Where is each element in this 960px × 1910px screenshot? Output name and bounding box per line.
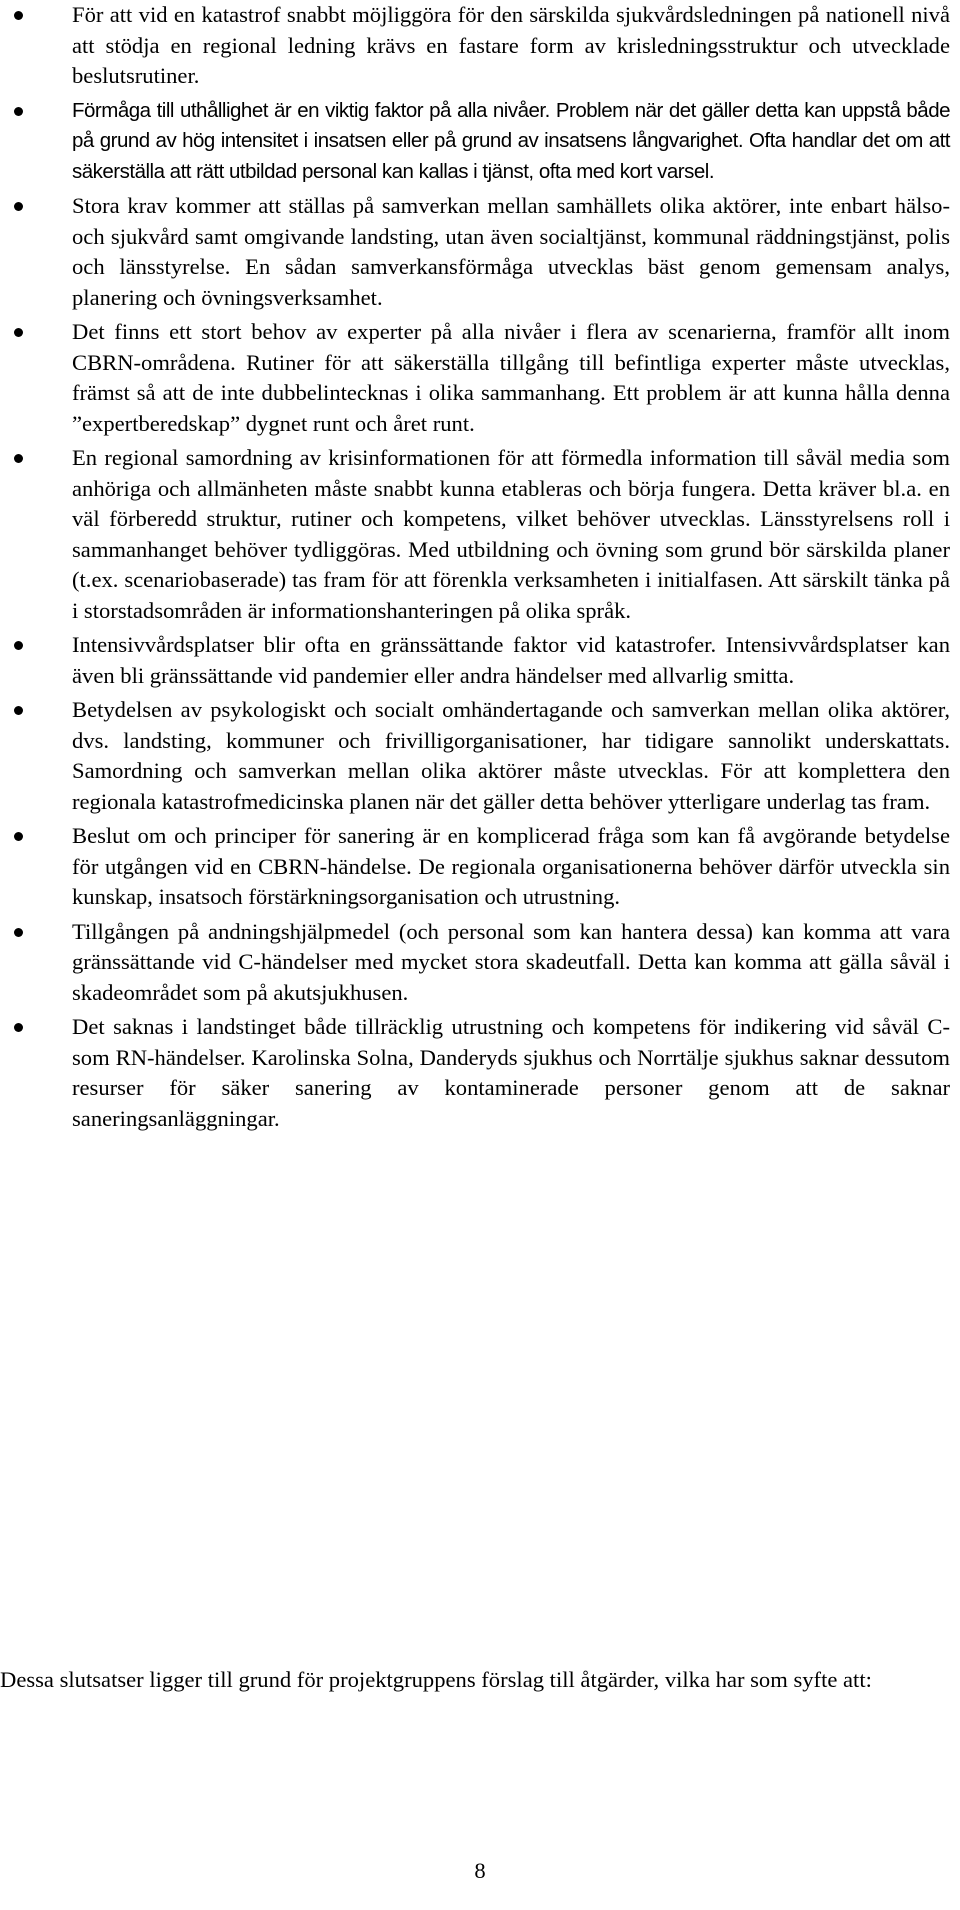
- conclusion-paragraph: Dessa slutsatser ligger till grund för projektgruppens förslag till åtgärder, vilka har som syfte att:: [0, 1667, 872, 1692]
- bullet-item-decontamination: [0, 821, 960, 913]
- bullet-item-experts: [0, 317, 960, 439]
- bullet-text: Det saknas i landstinget både tillräcklig utrustning och kompetens för indikering vid såväl C- som RN-händelser. Karolinska Solna, Danderyds sjukhus och Norrtälje sjukhus saknar dessutom resurser för säker sanering av kontaminerade personer genom att de saknar saneringsanläggningar.: [72, 1014, 950, 1131]
- bullet-item-cooperation: [0, 191, 960, 313]
- page-number: 8: [474, 1858, 486, 1883]
- bullet-icon: [14, 11, 23, 20]
- bullet-icon: [14, 454, 23, 463]
- bullet-icon: [14, 202, 23, 211]
- bullet-item-crisis-information: [0, 443, 960, 626]
- bullet-item-crisis-management: [0, 0, 960, 92]
- bullet-text: För att vid en katastrof snabbt möjliggöra för den särskilda sjukvårdsledningen på nationell nivå att stödja en regional ledning krävs en fastare form av krisledningsstruktur och utvecklade beslutsrutiner.: [72, 2, 950, 88]
- bullet-item-psychosocial-care: [0, 695, 960, 817]
- bullet-text: Beslut om och principer för sanering är en komplicerad fråga som kan få avgörande betydelse för utgången vid en CBRN-händelse. De regionala organisationerna behöver därför utveckla sin kunskap, insatsoch förstärkningsorganisation och utrustning.: [72, 823, 950, 909]
- bullet-icon: [14, 706, 23, 715]
- bullet-text: Tillgången på andningshjälpmedel (och personal som kan hantera dessa) kan komma att vara gränssättande vid C-händelser med mycket stora skadeutfall. Detta kan komma att gälla såväl i skadeområdet som på akutsjukhusen.: [72, 918, 950, 1005]
- bullet-icon: [14, 1023, 23, 1032]
- bullet-item-endurance: [0, 96, 960, 188]
- bullet-text: Stora krav kommer att ställas på samverkan mellan samhällets olika aktörer, inte enbart hälso- och sjukvård samt omgivande landsting, utan även socialtjänst, kommunal räddningstjänst, polis och länsstyrelse. En sådan samverkansförmåga utvecklas bäst genom gemensam analys, planering och övningsverksamhet.: [72, 193, 950, 310]
- bullet-icon: [14, 928, 23, 937]
- bullet-icon: [14, 641, 23, 650]
- bullet-item-detection-equipment: [0, 1012, 960, 1134]
- bullet-icon: [14, 328, 23, 337]
- bullet-text: Det finns ett stort behov av experter på alla nivåer i flera av scenarierna, framför allt inom CBRN-områdena. Rutiner för att säkerställa tillgång till befintliga experter måste utvecklas, främst så att de inte dubbelintecknas i olika sammanhang. Ett problem är att kunna hålla denna ”expertberedskap” dygnet runt och året runt.: [72, 319, 950, 436]
- bullet-text: En regional samordning av krisinformationen för att förmedla information till såväl media som anhöriga och allmänheten måste snabbt kunna etableras och börja fungera. Detta kräver bl.a. en väl förberedd struktur, rutiner och kompetens, vilket behöver utvecklas. Länsstyrelsens roll i sammanhanget behöver tydliggöras. Med utbildning och övning som grund bör särskilda planer (t.ex. scenariobaserade) tas fram för att förenkla verksamheten i initialfasen. Att särskilt tänka på i storstadsområden är informationshanteringen på olika språk.: [72, 445, 950, 623]
- bullet-item-breathing-aids: [0, 917, 960, 1009]
- bullet-text: Förmåga till uthållighet är en viktig faktor på alla nivåer. Problem när det gäller detta kan uppstå både på grund av hög intensitet i insatsen eller på grund av insatsens långvarighet. Ofta handlar det om att säkerställa att rätt utbildad personal kan kallas i tjänst, ofta med kort varsel.: [72, 98, 950, 183]
- bullet-icon: [14, 107, 23, 116]
- bullet-item-intensive-care: [0, 630, 960, 691]
- bullet-text: Intensivvårdsplatser blir ofta en gränssättande faktor vid katastrofer. Intensivvårdsplatser kan även bli gränssättande vid pandemier eller andra händelser med allvarlig smitta.: [72, 632, 950, 688]
- bullet-text: Betydelsen av psykologiskt och socialt omhändertagande och samverkan mellan olika aktörer, dvs. landsting, kommuner och frivilligorganisationer, har tidigare sannolikt underskattats. Samordning och samverkan mellan olika aktörer måste utvecklas. För att komplettera den regionala katastrofmedicinska planen när det gäller detta behöver ytterligare underlag tas fram.: [72, 697, 950, 814]
- bullet-icon: [14, 832, 23, 841]
